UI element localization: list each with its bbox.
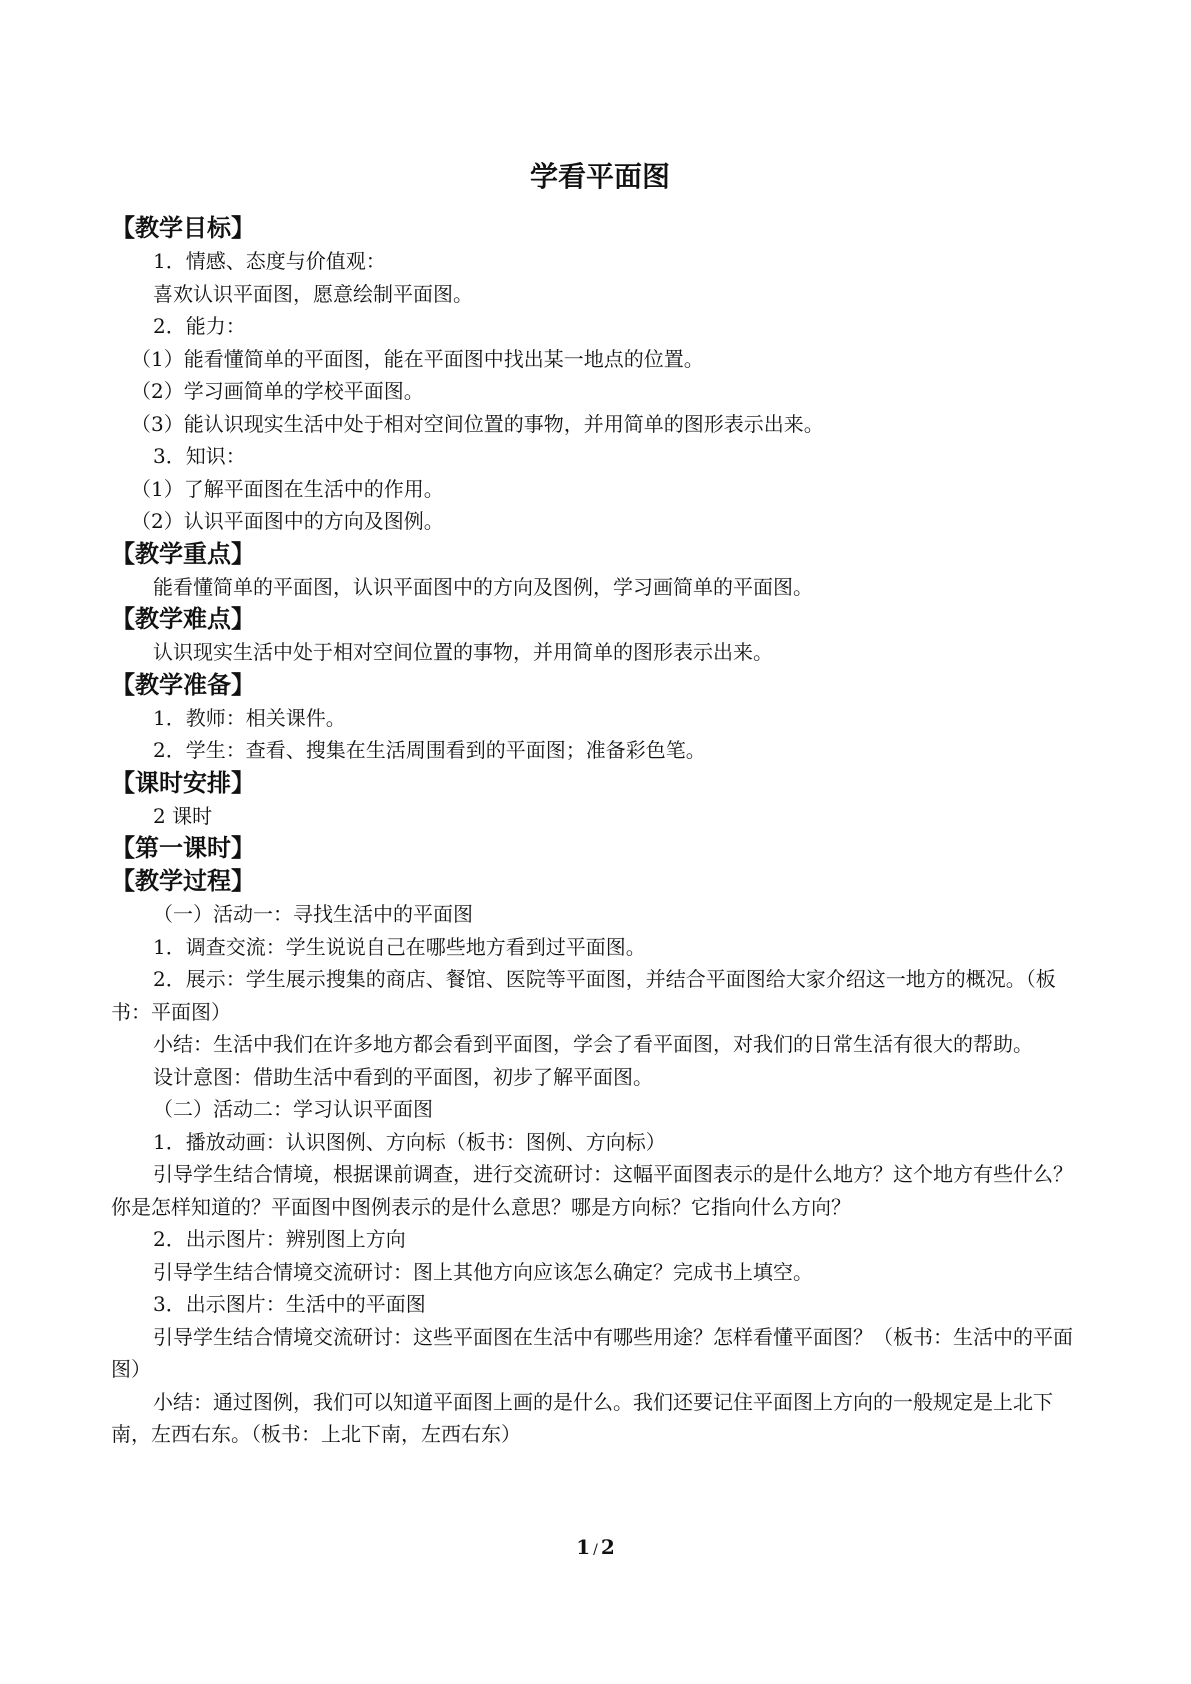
process-step: 3．出示图片：生活中的平面图 [153, 1292, 426, 1316]
section-heading: 【教学过程】 [111, 867, 255, 895]
section-difficulty [111, 603, 1089, 669]
process-step: 1．调查交流：学生说说自己在哪些地方看到过平面图。 [153, 934, 646, 959]
process-paragraph: 引导学生结合情境交流研讨：这些平面图在生活中有哪些用途？怎样看懂平面图？（板书：生活中的平面图） [111, 1324, 1073, 1381]
schedule-text: 2 课时 [153, 803, 213, 828]
process-step: 1．播放动画：认识图例、方向标（板书：图例、方向标） [153, 1129, 666, 1154]
prep-item: 2．学生：查看、搜集在生活周围看到的平面图；准备彩色笔。 [153, 738, 706, 762]
difficulty-text: 认识现实生活中处于相对空间位置的事物，并用简单的图形表示出来。 [153, 640, 773, 664]
document-title: 学看平面图 [529, 160, 670, 193]
section-teaching-process [111, 865, 1089, 1451]
section-heading: 【教学准备】 [111, 670, 255, 699]
activity-title: （一）活动一：寻找生活中的平面图 [153, 902, 473, 926]
section-heading: 【课时安排】 [111, 768, 255, 797]
section-preparation [111, 669, 1089, 767]
page-separator: / [593, 1542, 598, 1558]
process-paragraph: 引导学生结合情境，根据课前调查，进行交流研讨：这幅平面图表示的是什么地方？这个地方有些什么？你是怎样知道的？平面图中图例表示的是什么意思？哪是方向标？它指向什么方向？ [111, 1162, 1073, 1219]
goal-item-2: 2．能力： [153, 314, 246, 338]
activity-title: （二）活动二：学习认识平面图 [153, 1097, 433, 1121]
goal-subitem: （2）学习画简单的学校平面图。 [131, 379, 424, 403]
total-pages: 2 [600, 1535, 615, 1559]
section-key-points [111, 538, 1089, 604]
process-paragraph: 引导学生结合情境交流研讨：图上其他方向应该怎么确定？完成书上填空。 [153, 1259, 813, 1284]
prep-item: 1．教师：相关课件。 [153, 705, 346, 730]
section-schedule [111, 767, 1089, 833]
summary-paragraph: 小结：通过图例，我们可以知道平面图上画的是什么。我们还要记住平面图上方向的一般规定是上北下南，左西右东。（板书：上北下南，左西右东） [111, 1389, 1053, 1446]
current-page: 1 [576, 1535, 591, 1559]
process-step: 2．出示图片：辨别图上方向 [153, 1227, 406, 1251]
section-heading: 【教学难点】 [111, 605, 255, 633]
process-step: 2．展示：学生展示搜集的商店、餐馆、医院等平面图，并结合平面图给大家介绍这一地方的概况。（板书：平面图） [111, 967, 1056, 1024]
section-heading: 【第一课时】 [111, 834, 255, 862]
summary-paragraph: 小结：生活中我们在许多地方都会看到平面图，学会了看平面图，对我们的日常生活有很大的帮助。 [153, 1032, 1033, 1056]
key-point-text: 能看懂简单的平面图，认识平面图中的方向及图例，学习画简单的平面图。 [153, 574, 813, 599]
section-teaching-goals [111, 212, 1089, 538]
goal-subitem: （1）了解平面图在生活中的作用。 [131, 476, 444, 501]
section-lesson-one [111, 832, 1089, 865]
page-number [0, 1532, 1191, 1565]
goal-subitem: （1）能看懂简单的平面图，能在平面图中找出某一地点的位置。 [131, 346, 704, 371]
goal-text: 喜欢认识平面图，愿意绘制平面图。 [153, 281, 473, 306]
goal-subitem: （3）能认识现实生活中处于相对空间位置的事物，并用简单的图形表示出来。 [131, 411, 824, 436]
design-intent: 设计意图：借助生活中看到的平面图，初步了解平面图。 [153, 1064, 653, 1089]
goal-item-1: 1．情感、态度与价值观： [153, 249, 386, 273]
section-heading: 【教学目标】 [111, 214, 255, 242]
section-heading: 【教学重点】 [111, 539, 255, 568]
goal-subitem: （2）认识平面图中的方向及图例。 [131, 509, 444, 533]
document-body [111, 152, 1089, 1451]
goal-item-3: 3．知识： [153, 444, 246, 468]
